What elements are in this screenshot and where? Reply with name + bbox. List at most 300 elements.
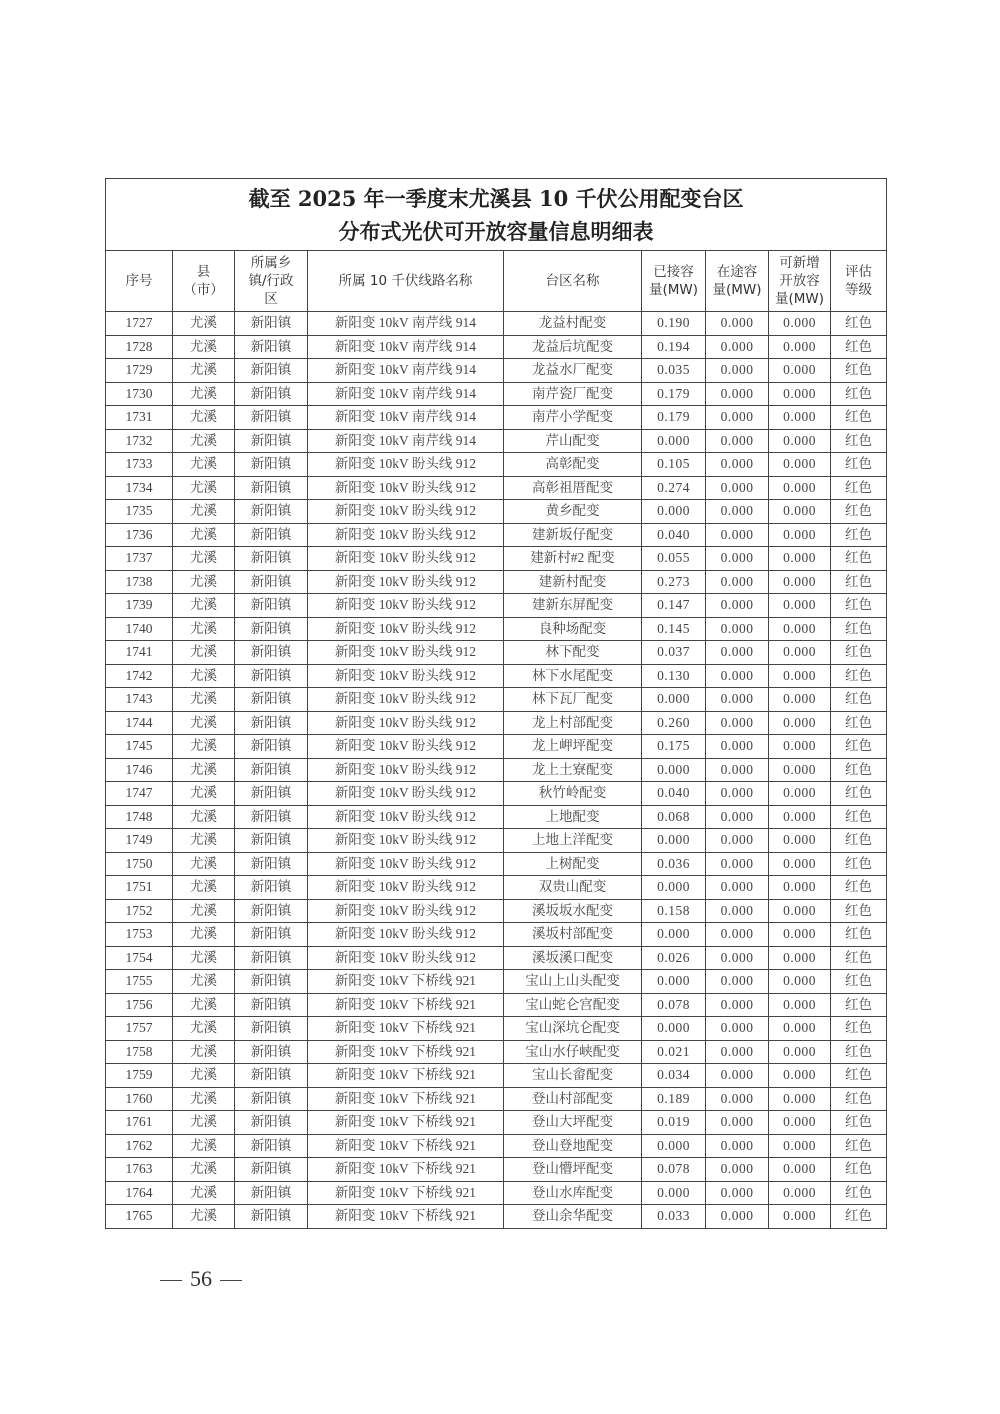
col-station-name: 高彰配变 [504, 453, 642, 477]
col-new-capacity: 0.000 [769, 899, 831, 923]
col-rating: 红色 [831, 1087, 887, 1111]
col-index: 1755 [106, 970, 173, 994]
col-connected-capacity: 0.000 [642, 970, 706, 994]
col-station-name: 龙益村配变 [504, 312, 642, 336]
col-pending-capacity: 0.000 [706, 993, 769, 1017]
col-pending-capacity: 0.000 [706, 1111, 769, 1135]
col-station-name: 黄乡配变 [504, 500, 642, 524]
col-rating: 红色 [831, 1158, 887, 1182]
col-town: 新阳镇 [235, 1111, 308, 1135]
col-pending-capacity: 0.000 [706, 312, 769, 336]
header-text: 台区名称 [545, 273, 600, 289]
col-index: 1749 [106, 829, 173, 853]
col-county: 尤溪 [173, 852, 235, 876]
col-rating: 红色 [831, 1064, 887, 1088]
col-index: 1759 [106, 1064, 173, 1088]
col-rating: 红色 [831, 1134, 887, 1158]
col-index: 1751 [106, 876, 173, 900]
col-line-name: 新阳变 10kV 盼头线 912 [308, 688, 504, 712]
col-new-capacity: 0.000 [769, 711, 831, 735]
col-index: 1739 [106, 594, 173, 618]
table-row [106, 570, 887, 594]
col-rating: 红色 [831, 664, 887, 688]
col-connected-capacity: 0.000 [642, 1134, 706, 1158]
col-connected-capacity: 0.000 [642, 500, 706, 524]
col-rating: 红色 [831, 829, 887, 853]
header-col-town [235, 251, 308, 312]
col-new-capacity: 0.000 [769, 1017, 831, 1041]
col-rating: 红色 [831, 312, 887, 336]
col-pending-capacity: 0.000 [706, 1205, 769, 1229]
col-county: 尤溪 [173, 876, 235, 900]
col-town: 新阳镇 [235, 617, 308, 641]
col-town: 新阳镇 [235, 335, 308, 359]
col-new-capacity: 0.000 [769, 876, 831, 900]
col-index: 1728 [106, 335, 173, 359]
col-line-name: 新阳变 10kV 盼头线 912 [308, 617, 504, 641]
col-new-capacity: 0.000 [769, 688, 831, 712]
col-line-name: 新阳变 10kV 盼头线 912 [308, 523, 504, 547]
col-line-name: 新阳变 10kV 下桥线 921 [308, 1158, 504, 1182]
col-rating: 红色 [831, 711, 887, 735]
col-connected-capacity: 0.000 [642, 876, 706, 900]
col-station-name: 双贵山配变 [504, 876, 642, 900]
col-connected-capacity: 0.000 [642, 829, 706, 853]
table-row [106, 688, 887, 712]
col-county: 尤溪 [173, 1040, 235, 1064]
col-index: 1760 [106, 1087, 173, 1111]
col-county: 尤溪 [173, 382, 235, 406]
col-index: 1752 [106, 899, 173, 923]
col-index: 1738 [106, 570, 173, 594]
col-town: 新阳镇 [235, 1205, 308, 1229]
col-line-name: 新阳变 10kV 盼头线 912 [308, 641, 504, 665]
header-text: 可新增 [779, 255, 820, 271]
col-line-name: 新阳变 10kV 盼头线 912 [308, 946, 504, 970]
col-pending-capacity: 0.000 [706, 453, 769, 477]
col-station-name: 建新坂仔配变 [504, 523, 642, 547]
col-town: 新阳镇 [235, 1040, 308, 1064]
table-row [106, 993, 887, 1017]
table-row [106, 1134, 887, 1158]
header-text: 序号 [125, 273, 153, 289]
col-station-name: 宝山长畲配变 [504, 1064, 642, 1088]
col-line-name: 新阳变 10kV 下桥线 921 [308, 1134, 504, 1158]
col-station-name: 建新东屏配变 [504, 594, 642, 618]
col-town: 新阳镇 [235, 946, 308, 970]
table-row [106, 476, 887, 500]
col-new-capacity: 0.000 [769, 946, 831, 970]
col-line-name: 新阳变 10kV 下桥线 921 [308, 1181, 504, 1205]
table-row [106, 335, 887, 359]
col-rating: 红色 [831, 735, 887, 759]
table-row [106, 382, 887, 406]
col-new-capacity: 0.000 [769, 500, 831, 524]
col-connected-capacity: 0.179 [642, 406, 706, 430]
col-new-capacity: 0.000 [769, 1205, 831, 1229]
col-new-capacity: 0.000 [769, 335, 831, 359]
col-station-name: 芹山配变 [504, 429, 642, 453]
col-county: 尤溪 [173, 758, 235, 782]
col-rating: 红色 [831, 923, 887, 947]
page-footer [152, 1266, 250, 1292]
col-station-name: 龙上岬坪配变 [504, 735, 642, 759]
col-town: 新阳镇 [235, 711, 308, 735]
col-station-name: 龙益水厂配变 [504, 359, 642, 383]
col-connected-capacity: 0.033 [642, 1205, 706, 1229]
col-pending-capacity: 0.000 [706, 500, 769, 524]
col-line-name: 新阳变 10kV 盼头线 912 [308, 899, 504, 923]
header-text: 量(MW) [648, 282, 699, 298]
col-pending-capacity: 0.000 [706, 1134, 769, 1158]
header-text: 区 [264, 291, 278, 307]
col-pending-capacity: 0.000 [706, 359, 769, 383]
col-index: 1737 [106, 547, 173, 571]
col-rating: 红色 [831, 594, 887, 618]
table-row [106, 1087, 887, 1111]
table-row [106, 735, 887, 759]
col-county: 尤溪 [173, 476, 235, 500]
col-new-capacity: 0.000 [769, 1064, 831, 1088]
col-index: 1744 [106, 711, 173, 735]
col-new-capacity: 0.000 [769, 664, 831, 688]
capacity-table [105, 178, 887, 1229]
col-connected-capacity: 0.158 [642, 899, 706, 923]
col-town: 新阳镇 [235, 923, 308, 947]
col-pending-capacity: 0.000 [706, 946, 769, 970]
col-line-name: 新阳变 10kV 盼头线 912 [308, 570, 504, 594]
col-new-capacity: 0.000 [769, 1158, 831, 1182]
col-rating: 红色 [831, 641, 887, 665]
table-row [106, 1040, 887, 1064]
col-line-name: 新阳变 10kV 盼头线 912 [308, 664, 504, 688]
col-index: 1733 [106, 453, 173, 477]
col-connected-capacity: 0.000 [642, 429, 706, 453]
col-station-name: 南芹小学配变 [504, 406, 642, 430]
page-number: 56 [190, 1266, 212, 1291]
col-rating: 红色 [831, 688, 887, 712]
col-town: 新阳镇 [235, 1134, 308, 1158]
col-index: 1754 [106, 946, 173, 970]
header-text: 开放容 [779, 273, 820, 289]
col-line-name: 新阳变 10kV 盼头线 912 [308, 876, 504, 900]
col-line-name: 新阳变 10kV 盼头线 912 [308, 758, 504, 782]
col-pending-capacity: 0.000 [706, 1064, 769, 1088]
col-pending-capacity: 0.000 [706, 570, 769, 594]
col-county: 尤溪 [173, 782, 235, 806]
col-line-name: 新阳变 10kV 盼头线 912 [308, 476, 504, 500]
header-text: 镇/行政 [248, 273, 294, 289]
col-county: 尤溪 [173, 335, 235, 359]
col-county: 尤溪 [173, 1017, 235, 1041]
col-index: 1742 [106, 664, 173, 688]
col-index: 1763 [106, 1158, 173, 1182]
col-new-capacity: 0.000 [769, 1181, 831, 1205]
col-index: 1745 [106, 735, 173, 759]
col-connected-capacity: 0.068 [642, 805, 706, 829]
col-town: 新阳镇 [235, 382, 308, 406]
col-town: 新阳镇 [235, 688, 308, 712]
col-line-name: 新阳变 10kV 下桥线 921 [308, 1040, 504, 1064]
header-col-pending-capacity [706, 251, 769, 312]
header-text: 等级 [845, 282, 873, 298]
col-line-name: 新阳变 10kV 南芹线 914 [308, 359, 504, 383]
col-new-capacity: 0.000 [769, 359, 831, 383]
col-town: 新阳镇 [235, 805, 308, 829]
col-new-capacity: 0.000 [769, 782, 831, 806]
col-line-name: 新阳变 10kV 盼头线 912 [308, 500, 504, 524]
col-county: 尤溪 [173, 453, 235, 477]
col-new-capacity: 0.000 [769, 617, 831, 641]
col-line-name: 新阳变 10kV 盼头线 912 [308, 547, 504, 571]
header-text: 已接容 [653, 264, 694, 280]
col-town: 新阳镇 [235, 852, 308, 876]
col-town: 新阳镇 [235, 758, 308, 782]
header-text: （市） [183, 282, 224, 298]
col-pending-capacity: 0.000 [706, 923, 769, 947]
col-town: 新阳镇 [235, 500, 308, 524]
col-connected-capacity: 0.194 [642, 335, 706, 359]
col-line-name: 新阳变 10kV 南芹线 914 [308, 335, 504, 359]
col-rating: 红色 [831, 1111, 887, 1135]
col-rating: 红色 [831, 1017, 887, 1041]
col-connected-capacity: 0.078 [642, 1158, 706, 1182]
col-rating: 红色 [831, 500, 887, 524]
col-station-name: 登山懵坪配变 [504, 1158, 642, 1182]
col-line-name: 新阳变 10kV 下桥线 921 [308, 1017, 504, 1041]
col-connected-capacity: 0.189 [642, 1087, 706, 1111]
header-col-connected-capacity [642, 251, 706, 312]
col-county: 尤溪 [173, 312, 235, 336]
table-row [106, 500, 887, 524]
col-pending-capacity: 0.000 [706, 829, 769, 853]
col-county: 尤溪 [173, 570, 235, 594]
col-station-name: 林下配变 [504, 641, 642, 665]
col-station-name: 登山大坪配变 [504, 1111, 642, 1135]
col-county: 尤溪 [173, 1205, 235, 1229]
col-new-capacity: 0.000 [769, 805, 831, 829]
col-town: 新阳镇 [235, 1017, 308, 1041]
col-new-capacity: 0.000 [769, 852, 831, 876]
col-pending-capacity: 0.000 [706, 382, 769, 406]
col-county: 尤溪 [173, 1064, 235, 1088]
col-town: 新阳镇 [235, 1064, 308, 1088]
col-line-name: 新阳变 10kV 下桥线 921 [308, 1087, 504, 1111]
table-row [106, 312, 887, 336]
col-county: 尤溪 [173, 946, 235, 970]
col-rating: 红色 [831, 1181, 887, 1205]
col-line-name: 新阳变 10kV 南芹线 914 [308, 429, 504, 453]
table-row [106, 523, 887, 547]
col-index: 1730 [106, 382, 173, 406]
col-connected-capacity: 0.260 [642, 711, 706, 735]
col-index: 1735 [106, 500, 173, 524]
header-col-rating [831, 251, 887, 312]
col-index: 1757 [106, 1017, 173, 1041]
col-pending-capacity: 0.000 [706, 664, 769, 688]
header-col-new-capacity [769, 251, 831, 312]
col-rating: 红色 [831, 476, 887, 500]
col-new-capacity: 0.000 [769, 476, 831, 500]
col-new-capacity: 0.000 [769, 570, 831, 594]
col-connected-capacity: 0.145 [642, 617, 706, 641]
col-rating: 红色 [831, 782, 887, 806]
col-connected-capacity: 0.026 [642, 946, 706, 970]
col-pending-capacity: 0.000 [706, 758, 769, 782]
col-station-name: 建新村配变 [504, 570, 642, 594]
col-connected-capacity: 0.021 [642, 1040, 706, 1064]
col-line-name: 新阳变 10kV 下桥线 921 [308, 1064, 504, 1088]
col-line-name: 新阳变 10kV 南芹线 914 [308, 382, 504, 406]
table-row [106, 617, 887, 641]
col-rating: 红色 [831, 970, 887, 994]
col-rating: 红色 [831, 876, 887, 900]
col-new-capacity: 0.000 [769, 312, 831, 336]
col-pending-capacity: 0.000 [706, 1087, 769, 1111]
col-line-name: 新阳变 10kV 盼头线 912 [308, 735, 504, 759]
header-col-line-name [308, 251, 504, 312]
col-connected-capacity: 0.130 [642, 664, 706, 688]
col-station-name: 上地上洋配变 [504, 829, 642, 853]
col-pending-capacity: 0.000 [706, 1040, 769, 1064]
col-station-name: 宝山上山头配变 [504, 970, 642, 994]
col-town: 新阳镇 [235, 641, 308, 665]
col-rating: 红色 [831, 547, 887, 571]
col-town: 新阳镇 [235, 735, 308, 759]
col-index: 1748 [106, 805, 173, 829]
col-town: 新阳镇 [235, 970, 308, 994]
table-row [106, 1111, 887, 1135]
table-row [106, 1064, 887, 1088]
col-pending-capacity: 0.000 [706, 852, 769, 876]
header-text: 量(MW) [774, 291, 825, 307]
col-new-capacity: 0.000 [769, 382, 831, 406]
col-station-name: 登山村部配变 [504, 1087, 642, 1111]
table-row [106, 429, 887, 453]
table-row [106, 852, 887, 876]
col-county: 尤溪 [173, 923, 235, 947]
col-new-capacity: 0.000 [769, 406, 831, 430]
table-row [106, 641, 887, 665]
col-town: 新阳镇 [235, 547, 308, 571]
col-county: 尤溪 [173, 970, 235, 994]
col-line-name: 新阳变 10kV 盼头线 912 [308, 805, 504, 829]
col-rating: 红色 [831, 1040, 887, 1064]
col-index: 1747 [106, 782, 173, 806]
col-county: 尤溪 [173, 1087, 235, 1111]
table-row [106, 594, 887, 618]
col-town: 新阳镇 [235, 664, 308, 688]
col-county: 尤溪 [173, 735, 235, 759]
col-town: 新阳镇 [235, 1181, 308, 1205]
col-line-name: 新阳变 10kV 盼头线 912 [308, 711, 504, 735]
col-index: 1736 [106, 523, 173, 547]
table-row [106, 406, 887, 430]
col-town: 新阳镇 [235, 429, 308, 453]
col-index: 1758 [106, 1040, 173, 1064]
col-connected-capacity: 0.035 [642, 359, 706, 383]
col-county: 尤溪 [173, 500, 235, 524]
col-connected-capacity: 0.273 [642, 570, 706, 594]
col-town: 新阳镇 [235, 876, 308, 900]
col-station-name: 建新村#2 配变 [504, 547, 642, 571]
col-pending-capacity: 0.000 [706, 899, 769, 923]
title-line-1: 截至 2025 年一季度末尤溪县 10 千伏公用配变台区 [248, 185, 744, 211]
col-connected-capacity: 0.105 [642, 453, 706, 477]
col-county: 尤溪 [173, 641, 235, 665]
col-connected-capacity: 0.040 [642, 782, 706, 806]
col-new-capacity: 0.000 [769, 594, 831, 618]
col-new-capacity: 0.000 [769, 453, 831, 477]
col-county: 尤溪 [173, 1158, 235, 1182]
table-row [106, 1017, 887, 1041]
col-county: 尤溪 [173, 1181, 235, 1205]
col-pending-capacity: 0.000 [706, 523, 769, 547]
col-index: 1753 [106, 923, 173, 947]
col-county: 尤溪 [173, 993, 235, 1017]
col-index: 1746 [106, 758, 173, 782]
table-row [106, 805, 887, 829]
table-row [106, 359, 887, 383]
table-row [106, 758, 887, 782]
col-rating: 红色 [831, 359, 887, 383]
col-connected-capacity: 0.019 [642, 1111, 706, 1135]
table-body [106, 312, 887, 1229]
col-new-capacity: 0.000 [769, 1087, 831, 1111]
col-station-name: 龙益后坑配变 [504, 335, 642, 359]
col-town: 新阳镇 [235, 523, 308, 547]
col-pending-capacity: 0.000 [706, 335, 769, 359]
col-connected-capacity: 0.179 [642, 382, 706, 406]
col-pending-capacity: 0.000 [706, 688, 769, 712]
col-town: 新阳镇 [235, 570, 308, 594]
col-station-name: 林下瓦厂配变 [504, 688, 642, 712]
col-new-capacity: 0.000 [769, 547, 831, 571]
col-county: 尤溪 [173, 359, 235, 383]
col-pending-capacity: 0.000 [706, 1158, 769, 1182]
col-county: 尤溪 [173, 899, 235, 923]
col-line-name: 新阳变 10kV 盼头线 912 [308, 782, 504, 806]
col-station-name: 秋竹岭配变 [504, 782, 642, 806]
col-index: 1764 [106, 1181, 173, 1205]
col-station-name: 宝山蛇仑宫配变 [504, 993, 642, 1017]
col-rating: 红色 [831, 758, 887, 782]
header-text: 在途容 [716, 264, 758, 280]
col-pending-capacity: 0.000 [706, 970, 769, 994]
col-rating: 红色 [831, 852, 887, 876]
col-town: 新阳镇 [235, 1158, 308, 1182]
col-county: 尤溪 [173, 688, 235, 712]
col-town: 新阳镇 [235, 359, 308, 383]
col-index: 1740 [106, 617, 173, 641]
col-county: 尤溪 [173, 429, 235, 453]
col-rating: 红色 [831, 805, 887, 829]
col-connected-capacity: 0.274 [642, 476, 706, 500]
col-connected-capacity: 0.000 [642, 1181, 706, 1205]
table-row [106, 876, 887, 900]
col-station-name: 林下水尾配变 [504, 664, 642, 688]
col-town: 新阳镇 [235, 312, 308, 336]
col-station-name: 龙上土寮配变 [504, 758, 642, 782]
col-county: 尤溪 [173, 523, 235, 547]
table-row [106, 829, 887, 853]
col-county: 尤溪 [173, 829, 235, 853]
col-town: 新阳镇 [235, 406, 308, 430]
col-rating: 红色 [831, 899, 887, 923]
footer-dash-right [220, 1280, 242, 1281]
col-pending-capacity: 0.000 [706, 641, 769, 665]
header-col-county [173, 251, 235, 312]
